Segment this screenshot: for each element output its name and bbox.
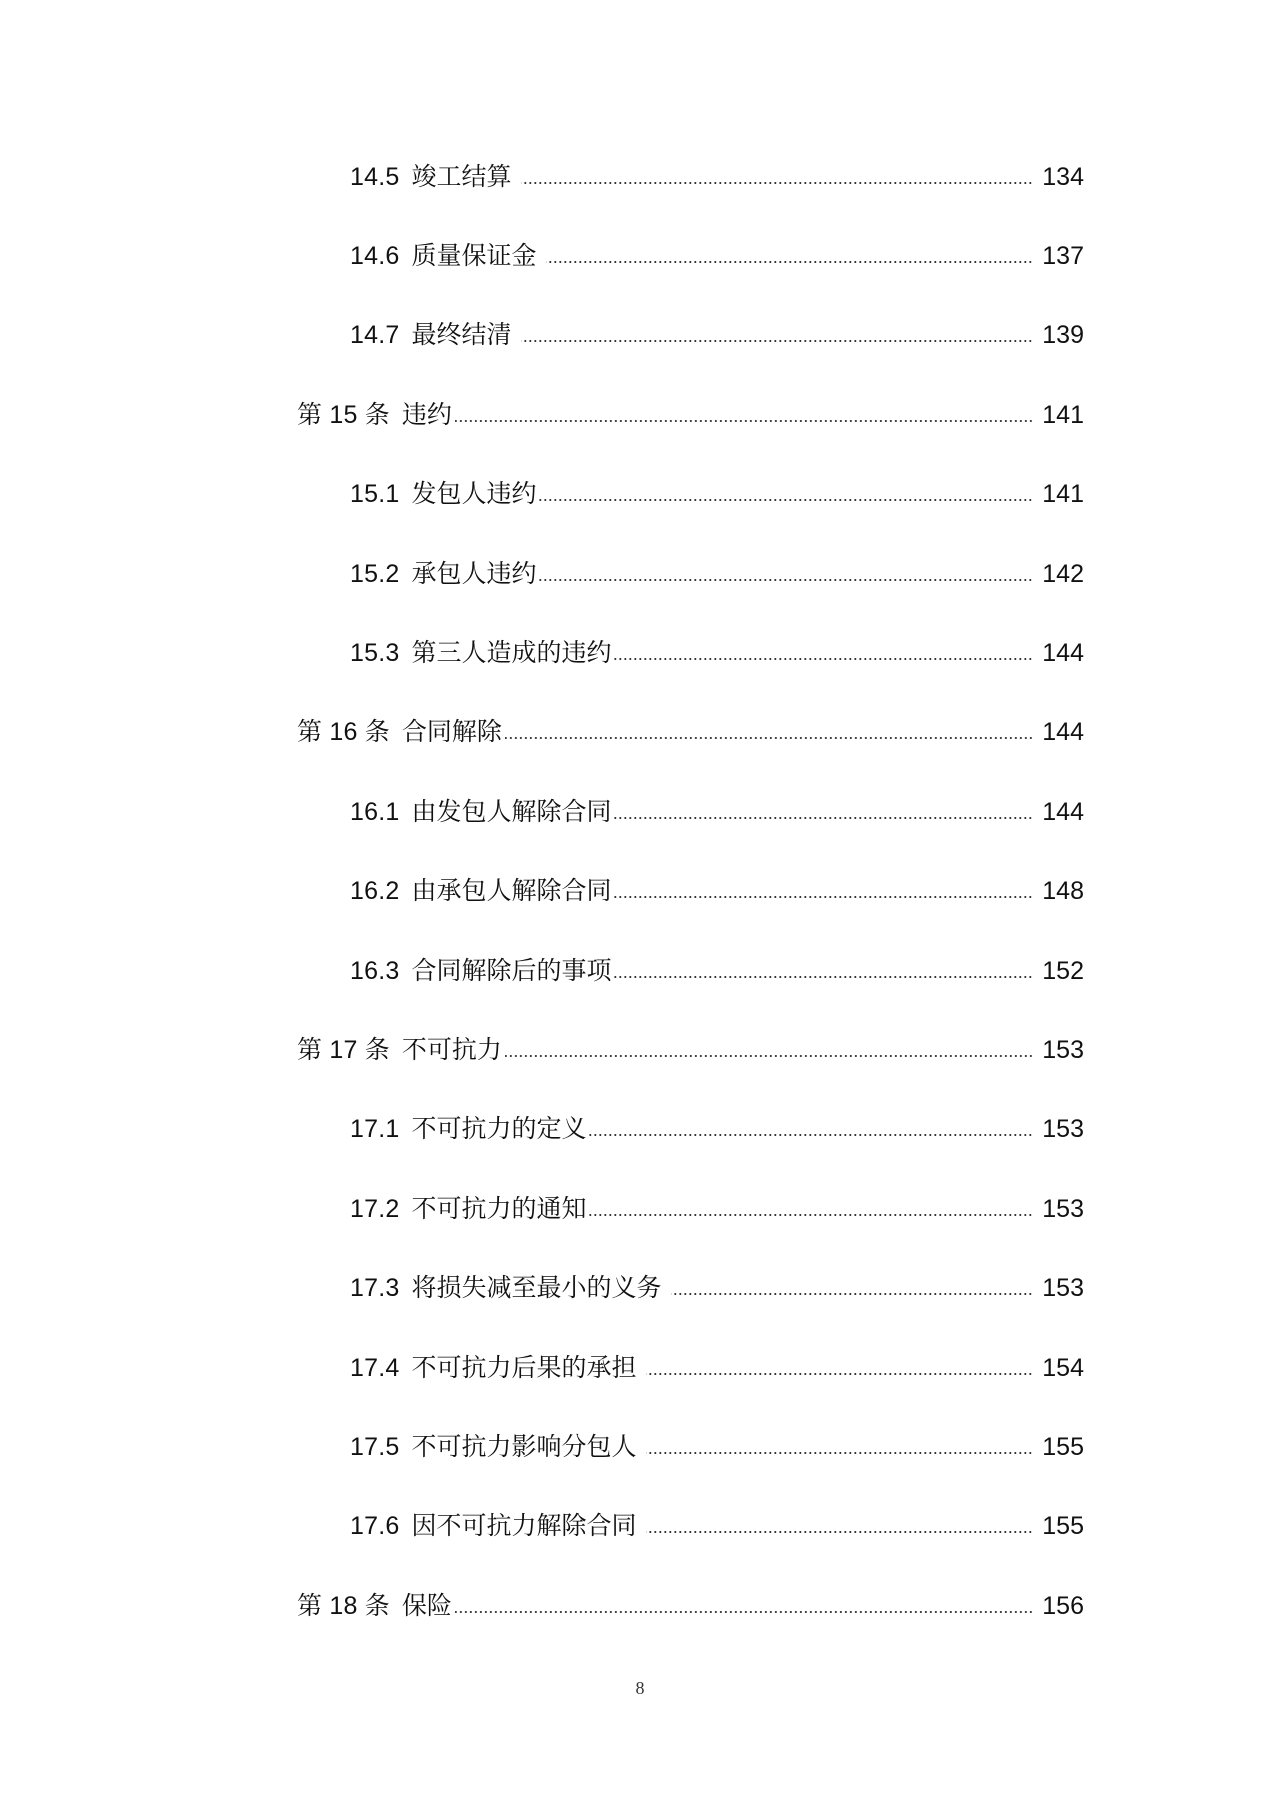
toc-entry-14-6[interactable]: [0, 216, 1280, 295]
toc-entry-title: 保险: [401, 1591, 452, 1620]
toc-entry-number: 16.1: [350, 797, 400, 826]
toc-entry-number: 17.6: [350, 1512, 400, 1541]
toc-entry-title: 合同解除: [401, 718, 502, 747]
toc-entry-number: 17.3: [350, 1274, 400, 1303]
dot-leader: [646, 1373, 1033, 1375]
toc-entry-17-3[interactable]: [0, 1248, 1280, 1327]
toc-entry-page: 141: [1042, 480, 1084, 509]
dot-leader: [521, 182, 1033, 184]
toc-entry-page: 153: [1042, 1035, 1084, 1064]
dot-leader: [546, 261, 1033, 263]
toc-entry-title: 第三人造成的违约: [411, 639, 612, 668]
toc-entry-page: 155: [1042, 1432, 1084, 1461]
toc-entry-number: 14.6: [350, 242, 400, 271]
toc-entry-page: 142: [1042, 559, 1084, 588]
table-of-contents: [0, 137, 1280, 1645]
dot-leader: [589, 1134, 1033, 1136]
footer-page-number: 8: [635, 1678, 645, 1698]
toc-entry-page: 155: [1042, 1512, 1084, 1541]
toc-entry-number: 第 17 条: [297, 1035, 390, 1064]
toc-entry-title: 由发包人解除合同: [411, 797, 612, 826]
toc-entry-number: 15.3: [350, 639, 400, 668]
toc-entry-16-2[interactable]: [0, 852, 1280, 931]
toc-entry-page: 141: [1042, 400, 1084, 429]
dot-leader: [455, 420, 1033, 422]
toc-entry-title: 最终结清: [411, 321, 512, 350]
toc-entry-17-4[interactable]: [0, 1328, 1280, 1407]
toc-entry-14-7[interactable]: [0, 296, 1280, 375]
dot-leader: [505, 1055, 1033, 1057]
toc-entry-title: 不可抗力的通知: [411, 1194, 587, 1223]
toc-entry-17-2[interactable]: [0, 1169, 1280, 1248]
dot-leader: [671, 1293, 1033, 1295]
dot-leader: [646, 1531, 1033, 1533]
dot-leader: [614, 658, 1033, 660]
toc-entry-article-17[interactable]: [0, 1010, 1280, 1089]
toc-entry-number: 14.7: [350, 321, 400, 350]
toc-entry-title: 由承包人解除合同: [411, 877, 612, 906]
dot-leader: [614, 896, 1033, 898]
toc-entry-page: 154: [1042, 1353, 1084, 1382]
toc-entry-page: 153: [1042, 1274, 1084, 1303]
toc-entry-number: 17.1: [350, 1115, 400, 1144]
toc-entry-number: 16.2: [350, 877, 400, 906]
toc-entry-title: 竣工结算: [411, 162, 512, 191]
toc-entry-title: 发包人违约: [411, 480, 537, 509]
toc-entry-title: 不可抗力后果的承担: [411, 1353, 637, 1382]
toc-entry-title: 将损失减至最小的义务: [411, 1274, 662, 1303]
toc-entry-title: 不可抗力影响分包人: [411, 1432, 637, 1461]
toc-entry-17-5[interactable]: [0, 1407, 1280, 1486]
toc-entry-number: 17.2: [350, 1194, 400, 1223]
dot-leader: [539, 499, 1033, 501]
toc-entry-page: 144: [1042, 718, 1084, 747]
toc-entry-article-18[interactable]: [0, 1566, 1280, 1645]
toc-entry-page: 153: [1042, 1194, 1084, 1223]
toc-entry-page: 144: [1042, 797, 1084, 826]
toc-entry-title: 违约: [401, 400, 452, 429]
toc-entry-page: 137: [1042, 242, 1084, 271]
toc-entry-number: 14.5: [350, 162, 400, 191]
toc-entry-title: 不可抗力: [401, 1035, 502, 1064]
toc-entry-number: 15.2: [350, 559, 400, 588]
dot-leader: [614, 817, 1033, 819]
toc-entry-page: 148: [1042, 877, 1084, 906]
toc-entry-17-6[interactable]: [0, 1487, 1280, 1566]
toc-entry-16-3[interactable]: [0, 931, 1280, 1010]
toc-entry-article-15[interactable]: [0, 375, 1280, 454]
dot-leader: [589, 1214, 1033, 1216]
toc-entry-title: 承包人违约: [411, 559, 537, 588]
dot-leader: [539, 579, 1033, 581]
dot-leader: [455, 1611, 1033, 1613]
toc-entry-16-1[interactable]: [0, 772, 1280, 851]
toc-entry-page: 139: [1042, 321, 1084, 350]
toc-entry-15-3[interactable]: [0, 613, 1280, 692]
toc-entry-number: 第 15 条: [297, 400, 390, 429]
toc-entry-page: 134: [1042, 162, 1084, 191]
toc-entry-15-1[interactable]: [0, 455, 1280, 534]
toc-entry-number: 17.5: [350, 1432, 400, 1461]
toc-entry-number: 第 18 条: [297, 1591, 390, 1620]
toc-entry-14-5[interactable]: [0, 137, 1280, 216]
toc-entry-title: 因不可抗力解除合同: [411, 1512, 637, 1541]
toc-entry-number: 17.4: [350, 1353, 400, 1382]
toc-entry-title: 质量保证金: [411, 242, 537, 271]
dot-leader: [521, 340, 1033, 342]
toc-entry-title: 合同解除后的事项: [411, 956, 612, 985]
toc-entry-number: 15.1: [350, 480, 400, 509]
dot-leader: [614, 976, 1033, 978]
toc-entry-number: 16.3: [350, 956, 400, 985]
toc-entry-title: 不可抗力的定义: [411, 1115, 587, 1144]
toc-entry-article-16[interactable]: [0, 693, 1280, 772]
toc-entry-number: 第 16 条: [297, 718, 390, 747]
toc-entry-page: 156: [1042, 1591, 1084, 1620]
toc-entry-page: 144: [1042, 639, 1084, 668]
toc-entry-17-1[interactable]: [0, 1090, 1280, 1169]
dot-leader: [646, 1452, 1033, 1454]
toc-entry-page: 152: [1042, 956, 1084, 985]
dot-leader: [505, 737, 1033, 739]
toc-entry-page: 153: [1042, 1115, 1084, 1144]
toc-entry-15-2[interactable]: [0, 534, 1280, 613]
